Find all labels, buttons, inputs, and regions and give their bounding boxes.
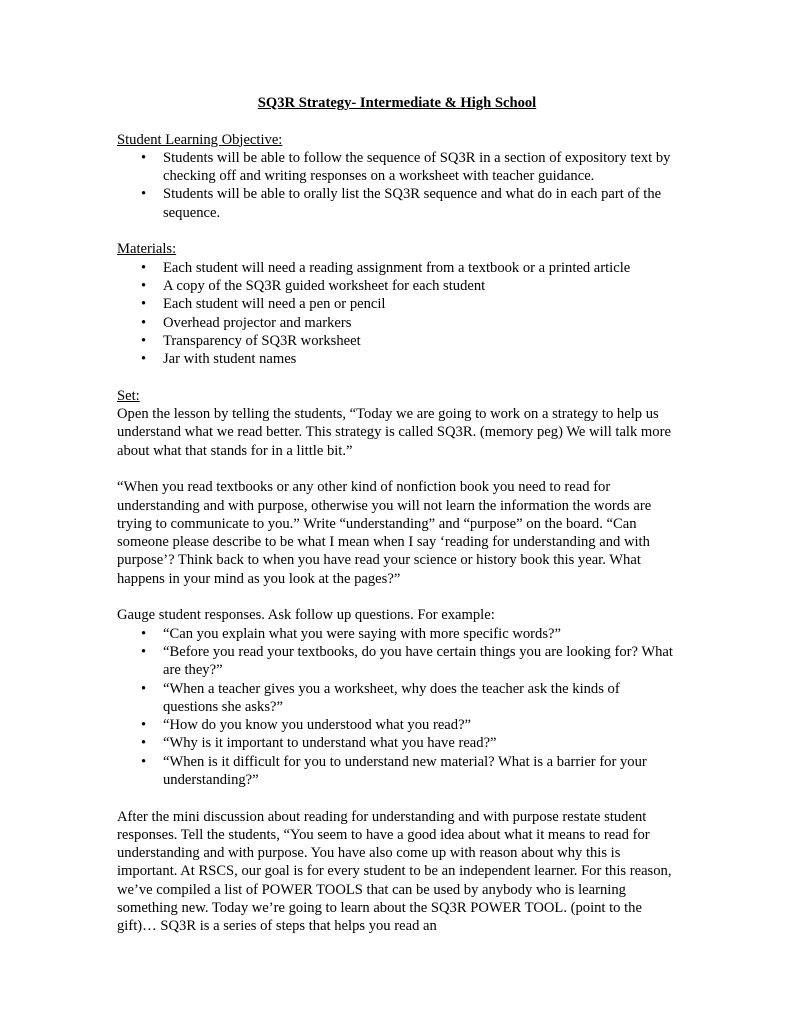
list-item: • Each student will need a reading assignment from a textbook or a printed article	[163, 259, 677, 277]
list-item: • Overhead projector and markers	[163, 314, 677, 332]
questions-list	[117, 625, 677, 790]
set-paragraph-3: Gauge student responses. Ask follow up questions. For example:	[117, 607, 495, 624]
list-item: • Students will be able to orally list the SQ3R sequence and what do in each part of the sequence.	[163, 185, 677, 222]
objective-heading: Student Learning Objective:	[117, 131, 283, 148]
list-item: • “When a teacher gives you a worksheet, why does the teacher ask the kinds of questions she asks?”	[163, 680, 677, 717]
list-item: • “Before you read your textbooks, do you have certain things you are looking for? What are they?”	[163, 643, 677, 680]
list-item: • Jar with student names	[163, 350, 677, 368]
set-paragraph-1: Open the lesson by telling the students, “Today we are going to work on a strategy to help us understand what we read better. This strategy is called SQ3R. (memory peg) We will talk more about what that stands for in a little bit.”	[117, 406, 671, 459]
objective-list	[117, 149, 677, 222]
set-paragraph-2: “When you read textbooks or any other kind of nonfiction book you need to read for understanding and with purpose, otherwise you will not learn the information the words are trying to communicate to you.” Write “understanding” and “purpose” on the board. “Can someone please describe to be what I mean when I say ‘reading for understanding and with purpose’? Think back to when you have read your science or history book this year. What happens in your mind as you look at the pages?”	[117, 479, 652, 587]
list-item: • “How do you know you understood what you read?”	[163, 716, 677, 734]
list-item: • “Why is it important to understand what you have read?”	[163, 734, 677, 752]
set-heading: Set:	[117, 387, 140, 404]
list-item: • Each student will need a pen or pencil	[163, 295, 677, 313]
list-item: • “Can you explain what you were saying with more specific words?”	[163, 625, 677, 643]
list-item: • Students will be able to follow the sequence of SQ3R in a section of expository text by checking off and writing responses on a worksheet with teacher guidance.	[163, 149, 677, 186]
set-paragraph-4: After the mini discussion about reading for understanding and with purpose restate student responses. Tell the students, “You seem to have a good idea about what it means to read for understanding and with purpose. You have also come up with reason about why this is important. At RSCS, our goal is for every student to be an independent learner. For this reason, we’ve compiled a list of POWER TOOLS that can be used by anybody who is learning something new. Today we’re going to learn about the SQ3R POWER TOOL. (point to the gift)… SQ3R is a series of steps that helps you read an	[117, 808, 672, 935]
list-item: • A copy of the SQ3R guided worksheet for each student	[163, 277, 677, 295]
materials-list	[117, 259, 677, 369]
list-item: • “When is it difficult for you to understand new material? What is a barrier for your understanding?”	[163, 753, 677, 790]
document-title: SQ3R Strategy- Intermediate & High School	[257, 95, 537, 111]
list-item: • Transparency of SQ3R worksheet	[163, 332, 677, 350]
materials-heading: Materials:	[117, 241, 177, 258]
document-page	[117, 94, 677, 936]
